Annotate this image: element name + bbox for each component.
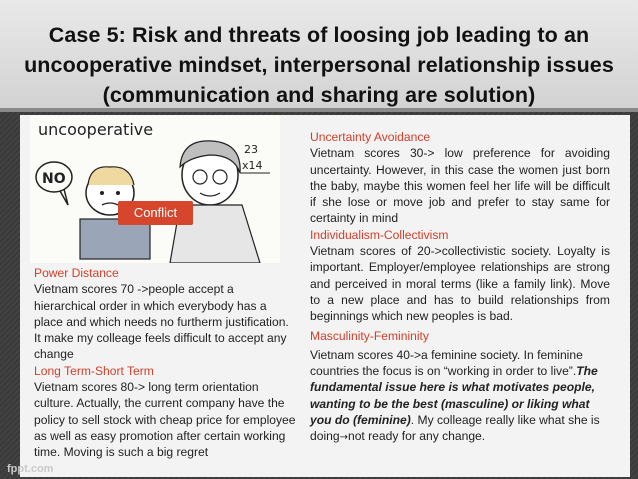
slide-title: Case 5: Risk and threats of loosing job leading to an uncooperative mindset, interpersonal relationship issues (communication and sharing are solution): [24, 23, 614, 107]
cartoon-drawing-icon: [30, 115, 280, 263]
individualism-text: Vietnam scores of 20->collectivistic society. Loyalty is important. Employer/employee relationships are strong and perceived in moral terms (like a family link). Move to a new place and has to build relationships from beginnings which new peoples is bad.: [310, 244, 610, 324]
slide-body: [20, 115, 630, 477]
board-number-top: 23: [244, 143, 258, 156]
bubble-text: NO: [42, 171, 66, 187]
masculinity-heading: Masculinity-Femininity: [310, 328, 429, 343]
child-eye: [100, 191, 104, 195]
masculinity-text-emphasis: The fundamental issue here is what motivates people, wanting to be the best (masculine) or liking what you do (feminine): [310, 364, 598, 428]
conflict-badge: Conflict: [118, 201, 193, 225]
individualism-heading: Individualism-Collectivism: [310, 227, 449, 242]
cartoon-illustration: [30, 115, 280, 263]
masculinity-text-part3: not ready for any change.: [347, 429, 486, 444]
left-column: [34, 265, 296, 461]
masculinity-text: [310, 347, 610, 447]
cartoon-word: uncooperative: [38, 120, 154, 139]
power-distance-heading: Power Distance: [34, 266, 119, 280]
arrow-right-icon: →: [339, 432, 348, 444]
board-number-bottom: x14: [242, 159, 263, 172]
uncertainty-heading: Uncertainty Avoidance: [310, 130, 431, 144]
power-distance-text: Vietnam scores 70 ->people accept a hierarchical order in which everybody has a place and which needs no furtherm justification. It make my colleage feels difficult to accept any change: [34, 282, 289, 362]
title-bar: [0, 0, 638, 110]
child-hair: [88, 167, 134, 185]
long-term-text: Vietnam scores 80-> long term orientation culture. Actually, the current company have the policy to sell stock with cheap price for employee as well as easy promotion after certain working time. Moving is such a big regret: [34, 380, 296, 460]
child-eye: [116, 191, 120, 195]
footer-logo: fppt.com: [7, 463, 54, 475]
title-divider: [0, 108, 638, 112]
right-column: [310, 129, 610, 447]
masculinity-text-part1: Vietnam scores 40->a feminine society. In feminine countries the focus is on “working in order to live”.: [310, 347, 583, 379]
masculinity-text-part2: . My colleage really like what she is doing: [310, 413, 600, 444]
child-desk: [80, 219, 150, 259]
long-term-heading: Long Term-Short Term: [34, 363, 154, 378]
uncertainty-text: Vietnam scores 30-> low preference for avoiding uncertainty. However, in this case the women just born the baby, maybe this women feel her life will be difficult if she lose or move job and prefer to stay same for certainty in mind: [310, 146, 610, 226]
